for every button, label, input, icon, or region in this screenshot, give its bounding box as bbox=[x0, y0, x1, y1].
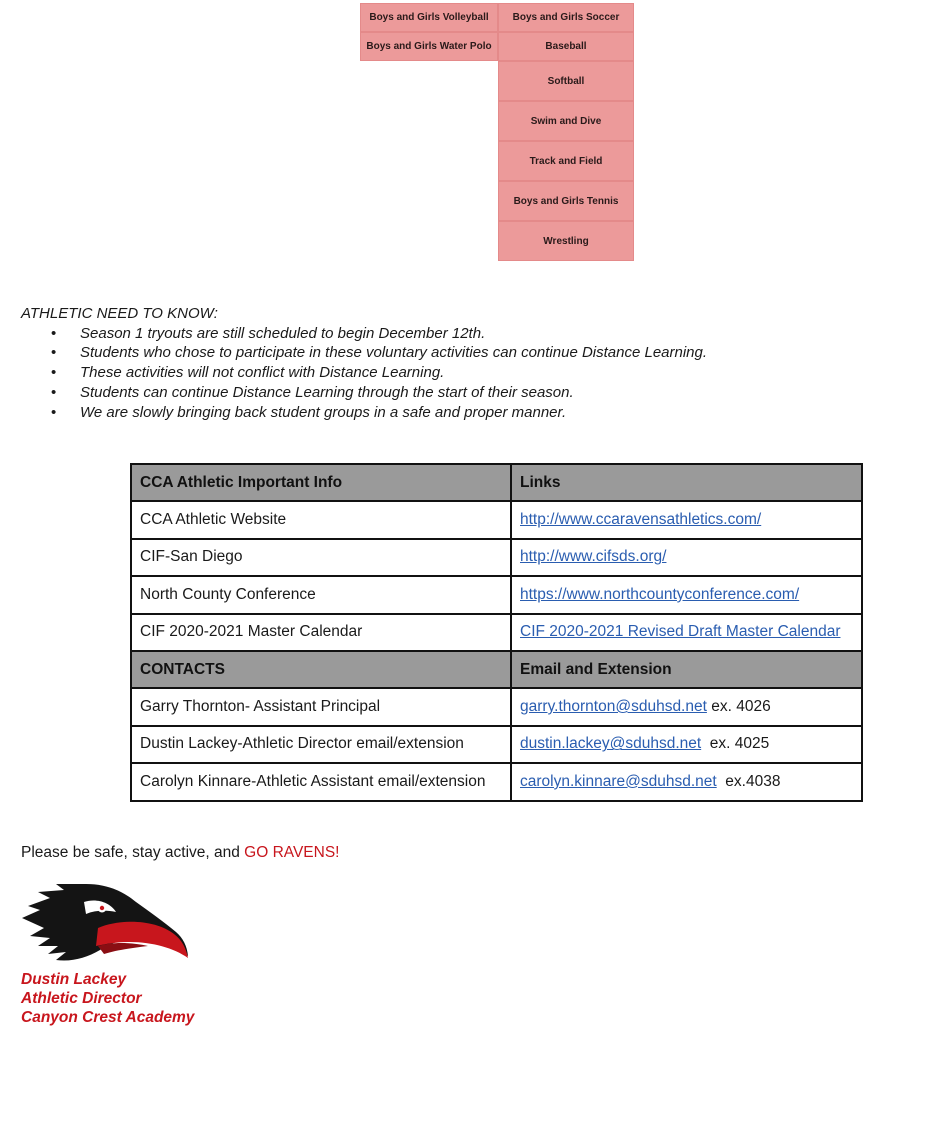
table-row bbox=[131, 763, 862, 800]
table-header-cell: CONTACTS bbox=[131, 651, 511, 688]
email-link[interactable]: garry.thornton@sduhsd.net bbox=[520, 698, 707, 716]
table-cell: North County Conference bbox=[131, 576, 511, 613]
sport-cell: Boys and Girls Tennis bbox=[498, 181, 634, 221]
email-link[interactable]: dustin.lackey@sduhsd.net bbox=[520, 735, 702, 753]
table-cell bbox=[511, 501, 862, 538]
table-cell: CCA Athletic Website bbox=[131, 501, 511, 538]
sport-cell: Baseball bbox=[498, 32, 634, 61]
table-cell bbox=[511, 726, 862, 763]
email-link[interactable]: carolyn.kinnare@sduhsd.net bbox=[520, 772, 717, 790]
signature-name: Dustin Lackey bbox=[21, 971, 127, 988]
need-to-know-list bbox=[21, 324, 707, 423]
table-header-row bbox=[131, 651, 862, 688]
table-cell: CIF-San Diego bbox=[131, 539, 511, 576]
table-row bbox=[131, 539, 862, 576]
sport-cell: Swim and Dive bbox=[498, 101, 634, 141]
need-to-know-heading: ATHLETIC NEED TO KNOW: bbox=[21, 305, 218, 322]
table-cell bbox=[511, 763, 862, 800]
info-table bbox=[130, 463, 863, 802]
need-to-know-section bbox=[21, 304, 707, 422]
table-header-row bbox=[131, 464, 862, 501]
table-header-cell: Links bbox=[511, 464, 862, 501]
extension-text: ex. 4026 bbox=[706, 698, 771, 716]
go-ravens-text: GO RAVENS! bbox=[244, 844, 340, 861]
table-header-cell: Email and Extension bbox=[511, 651, 862, 688]
table-cell: CIF 2020-2021 Master Calendar bbox=[131, 614, 511, 651]
sport-cell: Wrestling bbox=[498, 221, 634, 261]
table-header-cell: CCA Athletic Important Info bbox=[131, 464, 511, 501]
list-item: • Students can continue Distance Learning through the start of their season. bbox=[21, 383, 707, 403]
extension-text: ex. 4025 bbox=[701, 735, 770, 753]
raven-logo-icon bbox=[20, 880, 190, 972]
table-cell bbox=[511, 539, 862, 576]
closing-text: Please be safe, stay active, and bbox=[21, 844, 245, 861]
table-row bbox=[131, 501, 862, 538]
table-row bbox=[131, 576, 862, 613]
master-calendar-link[interactable]: CIF 2020-2021 Revised Draft Master Calendar bbox=[520, 623, 841, 641]
cca-website-link[interactable]: http://www.ccaravensathletics.com/ bbox=[520, 511, 762, 529]
table-cell bbox=[511, 688, 862, 725]
table-cell: Garry Thornton- Assistant Principal bbox=[131, 688, 511, 725]
list-item: • Season 1 tryouts are still scheduled to begin December 12th. bbox=[21, 324, 707, 344]
table-cell bbox=[511, 614, 862, 651]
signature-block bbox=[21, 970, 194, 1027]
sport-cell: Boys and Girls Soccer bbox=[498, 3, 634, 32]
closing-line bbox=[21, 844, 340, 862]
list-item: • We are slowly bringing back student groups in a safe and proper manner. bbox=[21, 403, 707, 423]
list-item: • These activities will not conflict with Distance Learning. bbox=[21, 363, 707, 383]
sport-cell: Boys and Girls Volleyball bbox=[360, 3, 498, 32]
table-row bbox=[131, 726, 862, 763]
cif-sd-link[interactable]: http://www.cifsds.org/ bbox=[520, 548, 667, 566]
signature-title: Athletic Director bbox=[21, 990, 142, 1007]
north-county-link[interactable]: https://www.northcountyconference.com/ bbox=[520, 585, 800, 603]
table-cell: Carolyn Kinnare-Athletic Assistant email/extension bbox=[131, 763, 511, 800]
signature-school: Canyon Crest Academy bbox=[21, 1009, 195, 1026]
extension-text: ex.4038 bbox=[716, 772, 781, 790]
table-row bbox=[131, 688, 862, 725]
table-row bbox=[131, 614, 862, 651]
sport-cell: Track and Field bbox=[498, 141, 634, 181]
table-cell: Dustin Lackey-Athletic Director email/extension bbox=[131, 726, 511, 763]
sport-cell: Boys and Girls Water Polo bbox=[360, 32, 498, 61]
list-item: • Students who chose to participate in these voluntary activities can continue Distance Learning. bbox=[21, 343, 707, 363]
table-cell bbox=[511, 576, 862, 613]
sport-cell: Softball bbox=[498, 61, 634, 101]
